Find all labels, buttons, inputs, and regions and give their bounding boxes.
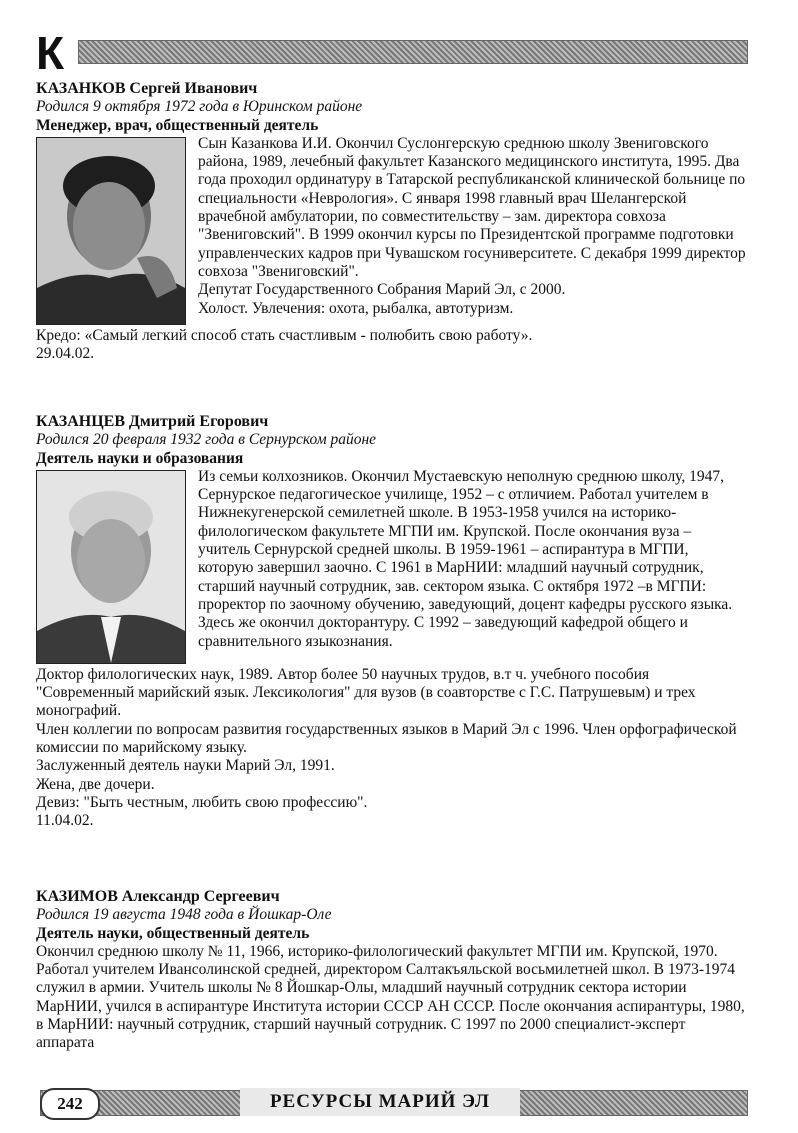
entry-given-name: Сергей Иванович	[129, 80, 258, 97]
entry-bio: Окончил среднюю школу № 11, 1966, историко-филологический факультет МГПИ им. Крупской, 1970. Работал учителем Ивансолинской средней, директором Салтакъяльской восьмилетней школ. В 1973-1974 служил в армии. Учитель школы № 8 Йошкар-Олы, младший научный сотрудник сектора истории МарНИИ, учился в аспирантуре Института истории СССР АН СССР. После окончания аспирантуры, 1980, в МарНИИ: научный сотрудник, старший научный сотрудник. С 1997 по 2000 специалист-эксперт аппарата	[36, 942, 745, 1052]
entry-birth: Родился 19 августа 1948 года в Йошкар-Оле	[36, 906, 332, 924]
entry-role: Менеджер, врач, общественный деятель	[36, 116, 319, 134]
entry-kazimov	[36, 888, 746, 1053]
entry-name	[36, 413, 746, 431]
page-number: 242	[40, 1088, 100, 1120]
entry-credo: Кредо: «Самый легкий способ стать счастливым - полюбить свою работу».	[36, 326, 533, 344]
entry-birth: Родился 20 февраля 1932 года в Сернурском районе	[36, 431, 377, 449]
section-letter: К	[36, 27, 65, 79]
entry-birth: Родился 9 октября 1972 года в Юринском районе	[36, 98, 363, 116]
entry-extra-line: Депутат Государственного Собрания Марий Эл, с 2000.	[198, 281, 566, 299]
entry-surname: КАЗАНЦЕВ	[36, 413, 125, 430]
entry-extra-line: Холост. Увлечения: охота, рыбалка, автотуризм.	[198, 299, 514, 317]
portrait-photo	[36, 470, 186, 664]
entry-given-name: Александр Сергеевич	[121, 888, 280, 905]
entry-role: Деятель науки, общественный деятель	[36, 924, 310, 942]
entry-kazantsev	[36, 413, 746, 831]
entry-date: 11.04.02.	[36, 812, 94, 830]
entry-bio: Сын Казанкова И.И. Окончил Суслонгерскую среднюю школу Звениговского района, 1989, лечебный факультет Казанского медицинского института, 1995. Два года проходил ординатуру в Татарской республиканской клинической больнице по специальности «Неврология». С января 1998 главный врач Шелангерской врачебной амбулатории, по совместительству – зам. директора совхоза "Звениговский". В 1999 окончил курсы по Президентской программе подготовки управленческих кадров при Чувашском госуниверситете. С декабря 1999 директор совхоза "Звениговский".	[198, 134, 746, 280]
entry-surname: КАЗИМОВ	[36, 888, 118, 905]
entry-extra-line: Жена, две дочери.	[36, 775, 155, 793]
entry-extra-line: Член коллегии по вопросам развития государственных языков в Марий Эл с 1996. Член орфографической комиссии по марийскому языку.	[36, 720, 737, 757]
entry-motto: Девиз: "Быть честным, любить свою профессию".	[36, 793, 368, 811]
entry-bio: Из семьи колхозников. Окончил Мустаевскую неполную среднюю школу, 1947, Сернурское педагогическое училище, 1952 – с отличием. Работал учителем в Нижнекугенерской семилетней школе. В 1953-1958 учился на историко-филологическом факультете МГПИ им. Крупской. После окончания вуза – учитель Сернурской средней школы. В 1959-1961 – аспирантура в МГПИ, которую завершил заочно. С 1961 в МарНИИ: младший научный сотрудник, старший научный сотрудник, зав. сектором языка. С октября 1972 –в МГПИ: проректор по заочному обучению, заведующий, доцент кафедры русского языка. Здесь же окончил докторантуру. С 1992 – заведующий кафедрой общего и сравнительного языкознания.	[198, 467, 733, 650]
entry-name	[36, 888, 746, 906]
section-header-bar	[78, 40, 748, 64]
entry-kazankov	[36, 80, 746, 363]
entry-extra-line: Доктор филологических наук, 1989. Автор более 50 научных трудов, в.т ч. учебного пособия "Современный марийский язык. Лексикология" для вузов (в соавторстве с Г.С. Патрушевым) и трех монографий.	[36, 665, 696, 720]
entry-role: Деятель науки и образования	[36, 449, 244, 467]
footer-title: РЕСУРСЫ МАРИЙ ЭЛ	[240, 1088, 520, 1116]
portrait-photo	[36, 137, 186, 325]
entry-extra-line: Заслуженный деятель науки Марий Эл, 1991.	[36, 757, 335, 775]
entry-given-name: Дмитрий Егорович	[128, 413, 269, 430]
entry-date: 29.04.02.	[36, 345, 95, 363]
entry-surname: КАЗАНКОВ	[36, 80, 126, 97]
entry-name	[36, 80, 746, 98]
